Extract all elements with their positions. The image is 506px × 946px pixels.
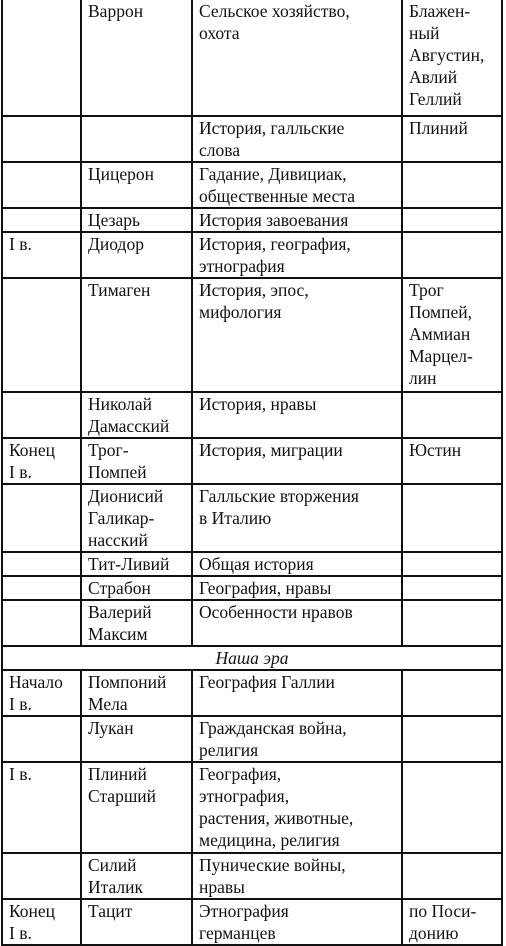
author-cell: Цезарь [81,208,192,232]
later-sources-cell: Блажен- ный Августин, Авлий Геллий [402,0,502,116]
topic-cell: Пунические войны, нравы [192,853,402,899]
date-cell: Конец I в. [2,899,81,945]
date-cell: Начало I в. [2,670,81,716]
later-sources-cell [402,208,502,232]
table-row [2,600,502,646]
author-cell: Варрон [81,0,192,116]
later-sources-cell: Плиний [402,116,502,162]
table-row [2,278,502,392]
date-cell [2,116,81,162]
later-sources-cell [402,716,502,762]
topic-cell: Галльские вторжения в Италию [192,484,402,552]
author-cell: Помпоний Мела [81,670,192,716]
date-cell: I в. [2,762,81,853]
date-cell: I в. [2,232,81,278]
author-cell: Лукан [81,716,192,762]
topic-cell: История, миграции [192,438,402,484]
table-row [2,670,502,716]
date-cell: Конец I в. [2,438,81,484]
topic-cell: История, нравы [192,392,402,438]
table-row [2,853,502,899]
later-sources-cell: Трог Помпей, Аммиан Марцел- лин [402,278,502,392]
table-row [2,232,502,278]
table-row [2,116,502,162]
date-cell [2,600,81,646]
author-cell: Силий Италик [81,853,192,899]
later-sources-cell [402,484,502,552]
later-sources-cell [402,600,502,646]
topic-cell: Особенности нравов [192,600,402,646]
date-cell [2,576,81,600]
ancient-sources-table [1,0,503,946]
table-row [2,392,502,438]
topic-cell: География, нравы [192,576,402,600]
later-sources-cell [402,232,502,278]
author-cell [81,116,192,162]
date-cell [2,552,81,576]
date-cell [2,162,81,208]
table-row [2,162,502,208]
date-cell [2,716,81,762]
table-row [2,899,502,945]
table-row [2,576,502,600]
author-cell: Плиний Старший [81,762,192,853]
topic-cell: Общая история [192,552,402,576]
topic-cell: История, галльские слова [192,116,402,162]
table-row [2,484,502,552]
table-row [2,762,502,853]
topic-cell: История, география, этнография [192,232,402,278]
later-sources-cell [402,552,502,576]
author-cell: Николай Дамасский [81,392,192,438]
author-cell: Трог- Помпей [81,438,192,484]
table-row [2,716,502,762]
later-sources-cell [402,670,502,716]
topic-cell: Гадание, Дивициак, общественные места [192,162,402,208]
later-sources-cell: Юстин [402,438,502,484]
era-divider-row [2,646,502,670]
later-sources-cell [402,762,502,853]
date-cell [2,278,81,392]
author-cell: Валерий Максим [81,600,192,646]
topic-cell: География, этнография, растения, животные, медицина, религия [192,762,402,853]
author-cell: Тит-Ливий [81,552,192,576]
topic-cell: Этнография германцев [192,899,402,945]
later-sources-cell [402,853,502,899]
topic-cell: Сельское хозяйство, охота [192,0,402,116]
author-cell: Дионисий Галикар- насский [81,484,192,552]
table-row [2,438,502,484]
later-sources-cell [402,392,502,438]
topic-cell: История, эпос, мифология [192,278,402,392]
author-cell: Цицерон [81,162,192,208]
date-cell [2,392,81,438]
date-cell [2,0,81,116]
date-cell [2,484,81,552]
era-label: Наша эра [2,646,502,670]
later-sources-cell [402,162,502,208]
date-cell [2,208,81,232]
author-cell: Страбон [81,576,192,600]
table-body [2,0,502,945]
author-cell: Тимаген [81,278,192,392]
topic-cell: История завоевания [192,208,402,232]
author-cell: Тацит [81,899,192,945]
author-cell: Диодор [81,232,192,278]
topic-cell: Гражданская война, религия [192,716,402,762]
table-row [2,0,502,116]
later-sources-cell [402,576,502,600]
topic-cell: География Галлии [192,670,402,716]
table-row [2,208,502,232]
later-sources-cell: по Поси- донию [402,899,502,945]
date-cell [2,853,81,899]
table-row [2,552,502,576]
